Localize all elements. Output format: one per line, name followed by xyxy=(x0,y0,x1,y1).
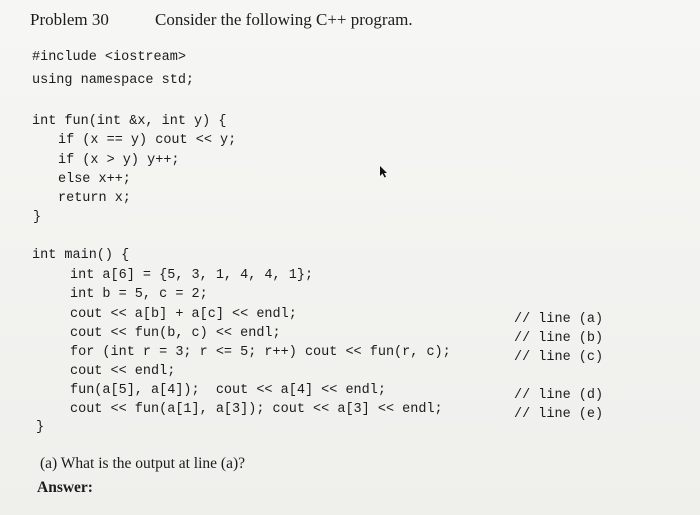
code-using: using namespace std; xyxy=(32,73,195,88)
mouse-cursor-icon xyxy=(379,165,387,183)
code-line-e: cout << fun(a[1], a[3]); cout << a[3] << endl; xyxy=(70,402,443,417)
code-line-c: for (int r = 3; r <= 5; r++) cout << fun(r, c); xyxy=(70,345,451,360)
code-include: #include <iostream> xyxy=(32,50,186,65)
problem-number: Problem 30 xyxy=(30,10,109,29)
comment-line-b: // line (b) xyxy=(514,331,604,346)
code-line-a: cout << a[b] + a[c] << endl; xyxy=(70,307,297,322)
problem-prompt: Consider the following C++ program. xyxy=(155,10,413,29)
code-line-b: cout << fun(b, c) << endl; xyxy=(70,326,281,341)
comment-line-d: // line (d) xyxy=(514,388,604,403)
code-fun-return: return x; xyxy=(58,191,131,206)
code-fun-close: } xyxy=(33,210,42,225)
comment-line-a: // line (a) xyxy=(514,312,604,327)
code-vars-decl: int b = 5, c = 2; xyxy=(70,287,208,302)
code-fun-else: else x++; xyxy=(58,172,131,187)
code-fun-signature: int fun(int &x, int y) { xyxy=(32,114,227,129)
code-main-signature: int main() { xyxy=(32,248,130,263)
comment-line-e: // line (e) xyxy=(514,407,604,422)
answer-label: Answer: xyxy=(37,479,93,496)
code-fun-if-equal: if (x == y) cout << y; xyxy=(58,133,237,148)
comment-line-c: // line (c) xyxy=(514,350,604,365)
code-fun-if-greater: if (x > y) y++; xyxy=(58,153,180,168)
question-a: (a) What is the output at line (a)? xyxy=(40,455,246,472)
code-array-decl: int a[6] = {5, 3, 1, 4, 4, 1}; xyxy=(70,268,314,283)
code-endl: cout << endl; xyxy=(70,364,176,379)
code-main-close: } xyxy=(36,420,45,435)
code-line-d: fun(a[5], a[4]); cout << a[4] << endl; xyxy=(70,383,386,398)
